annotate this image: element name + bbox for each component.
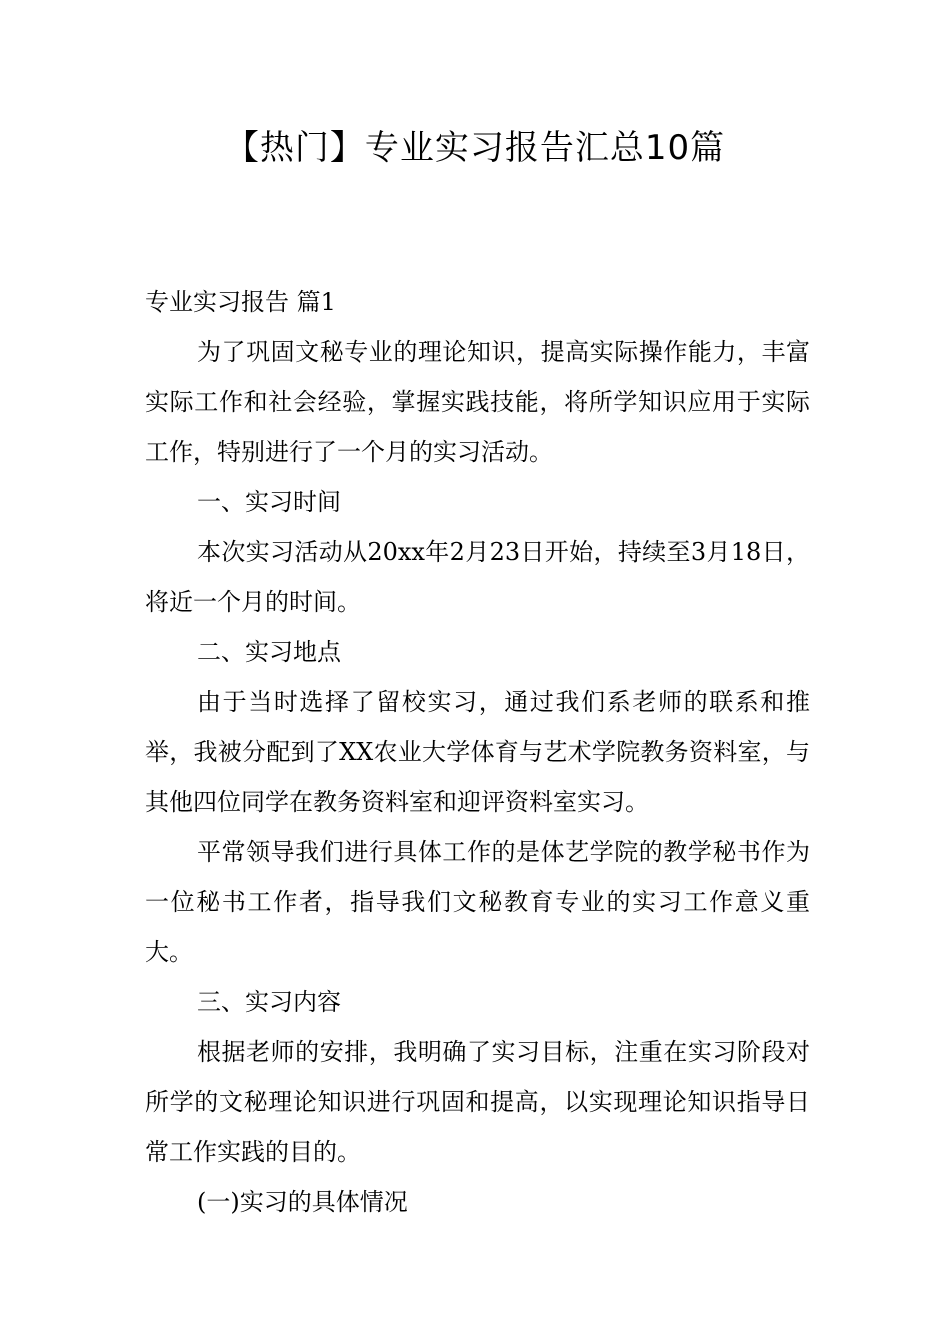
body-paragraph: 平常领导我们进行具体工作的是体艺学院的教学秘书作为一位秘书工作者，指导我们文秘教育专业的实习工作意义重大。 bbox=[145, 838, 810, 966]
subsection-heading: (一)实习的具体情况 bbox=[197, 1188, 408, 1216]
body-paragraph: 根据老师的安排，我明确了实习目标，注重在实习阶段对所学的文秘理论知识进行巩固和提高，以实现理论知识指导日常工作实践的目的。 bbox=[145, 1038, 810, 1166]
section-heading: 专业实习报告 篇1 bbox=[145, 288, 336, 316]
subsection-heading: 一、实习时间 bbox=[197, 488, 341, 516]
document-title: 【热门】专业实习报告汇总10篇 bbox=[224, 128, 726, 168]
document-body bbox=[145, 277, 810, 1227]
body-paragraph: 由于当时选择了留校实习，通过我们系老师的联系和推举，我被分配到了XX农业大学体育与艺术学院教务资料室，与其他四位同学在教务资料室和迎评资料室实习。 bbox=[145, 688, 810, 816]
body-paragraph: 为了巩固文秘专业的理论知识，提高实际操作能力，丰富实际工作和社会经验，掌握实践技能，将所学知识应用于实际工作，特别进行了一个月的实习活动。 bbox=[145, 338, 810, 466]
subsection-heading: 二、实习地点 bbox=[197, 638, 341, 666]
subsection-heading: 三、实习内容 bbox=[197, 988, 341, 1016]
body-paragraph: 本次实习活动从20xx年2月23日开始，持续至3月18日，将近一个月的时间。 bbox=[145, 538, 810, 616]
